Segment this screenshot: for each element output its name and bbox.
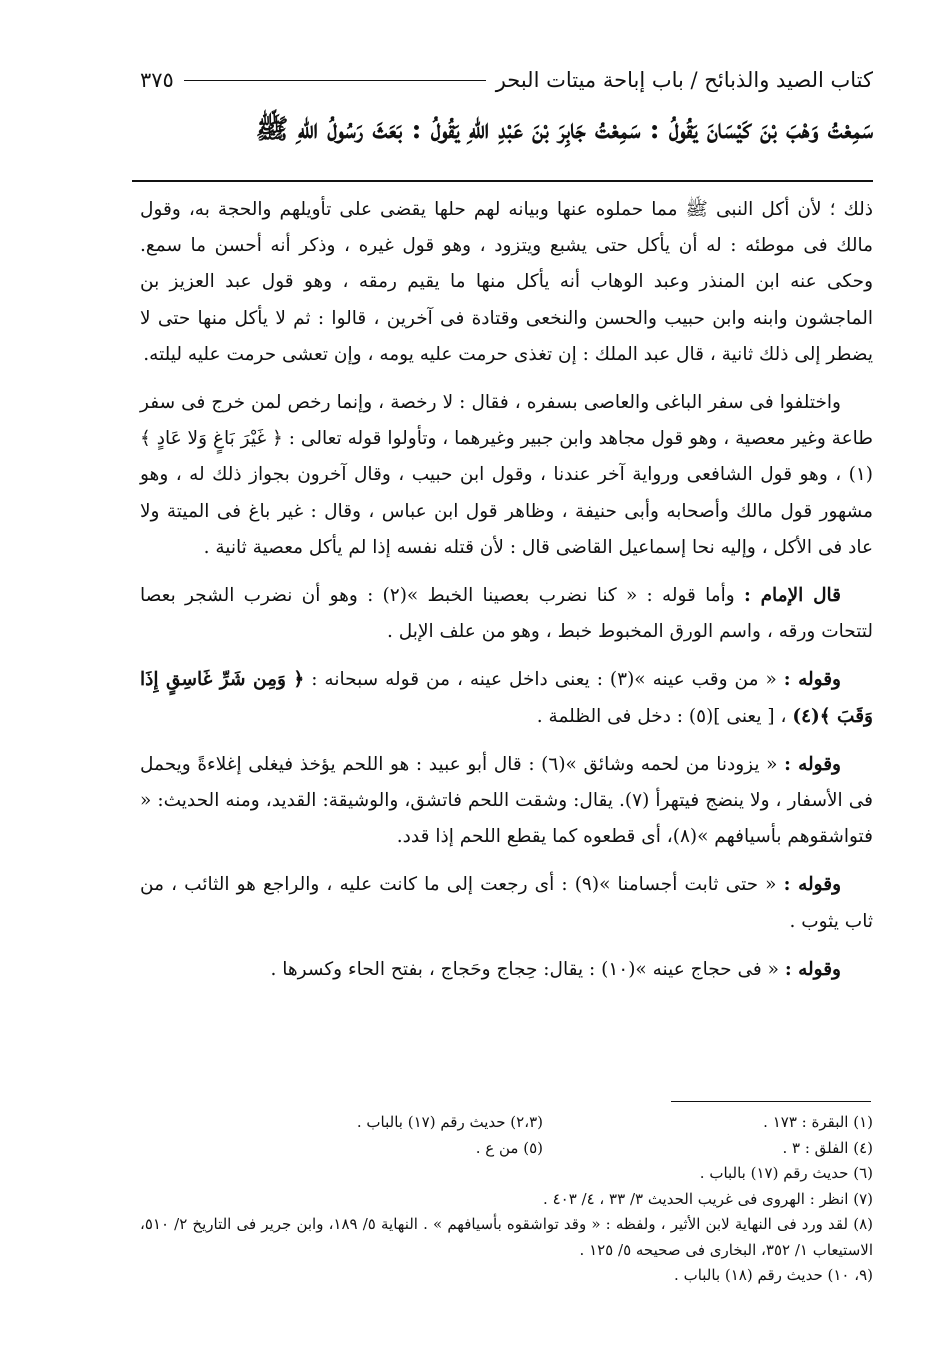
thabat-lead: وقوله :: [783, 874, 842, 896]
hadith-text: سَمِعْتُ وَهْبَ بْنَ كَيْسَانَ يَقُولُ : سَمِعْتُ جَابِرَ بْنَ عَبْدِ اللهِ يَقُولُ : بَعَثَ رَسُولُ اللهِ ﷺ: [255, 114, 873, 145]
running-header: [140, 62, 873, 98]
footnote-row: [140, 1110, 873, 1136]
footnote: (١) البقرة : ١٧٣ .: [763, 1113, 873, 1131]
washaiq-paragraph: [140, 747, 873, 856]
footnote-row: [140, 1136, 873, 1162]
footnote: (٦) حديث رقم (١٧) بالباب .: [699, 1164, 873, 1182]
quran-verse: ﴿ وَمِن شَرِّ غَاسِقٍ إِذَا وَقَبَ ﴾(٤): [140, 669, 873, 727]
footnote: (٩، ١٠) حديث رقم (١٨) بالباب .: [674, 1266, 873, 1284]
text-divider: [132, 180, 873, 182]
header-title: كتاب الصيد والذبائح / باب إباحة ميتات البحر: [495, 68, 873, 92]
hijaj-text: « فى حجاج عينه »(١٠) : يقال: حِجاج وحَجاج ، بفتح الحاء وكسرها .: [270, 958, 779, 980]
washaiq-text: « يزودنا من لحمه وشائق »(٦) : قال أبو عبيد : هو اللحم يؤخذ فيغلى إغلاءةً ويحمل فى الأسفار ، ولا ينضج فيتهرأ (٧). يقال: وشقت اللحم فاتشق، والوشيقة: القديد، ومنه الحديث: « فتواشقوهم بأسيافهم »(٨)، أى قطعوه كما يقطع اللحم إذا قدد.: [140, 753, 873, 848]
footnote: (٢،٣) حديث رقم (١٧) بالباب .: [356, 1113, 543, 1131]
imam-paragraph: [140, 578, 873, 650]
waqb-text-end: ، [ يعنى ](٥) : دخل فى الظلمة .: [536, 705, 787, 727]
footnotes-rule: [671, 1101, 871, 1102]
footnote: (٥) من ع .: [475, 1138, 543, 1157]
imam-lead: قال الإمام :: [743, 585, 841, 607]
waqb-text: « من وقب عينه »(٣) : يعنى داخل عينه ، من قوله سبحانه :: [311, 669, 777, 691]
paragraph: واختلفوا فى سفر الباغى والعاصى بسفره ، فقال : لا رخصة ، وإنما رخص لمن خرج فى سفر طاعة وغير معصية ، وهو قول مجاهد وابن جبير وغيرهما ، وتأولوا قوله تعالى : ﴿ غَيْرَ بَاغٍ وَلا عَادٍ ﴾(١) ، وهو قول الشافعى ورواية آخر عندنا ، وقول ابن حبيب ، وقال آخرون بجواز ذلك له ، وهو مشهور قول مالك وأصحابه وأبى حنيفة ، وظاهر قول ابن عباس ، وقال : غير باغ فى الميتة ولا عاد فى الأكل ، وإليه نحا إسماعيل القاضى قال : لأن قتله نفسه إذا لم يأكل معصية ثانية .: [140, 392, 873, 558]
footnote: (٤) الفلق : ٣ .: [782, 1138, 873, 1157]
thabat-text: « حتى ثابت أجسامنا »(٩) : أى رجعت إلى ما كانت عليه ، والراجع هو الثائب ، من ثاب يثوب .: [140, 874, 873, 932]
thabat-paragraph: [140, 867, 873, 939]
footnote: (٨) لقد ورد فى النهاية لابن الأثير ، ولفظه : « وقد تواشقوه بأسيافهم » . النهاية ٥/ ١٨٩، وابن جرير فى التاريخ ٢/ ٥١٠، الاستيعاب ١/ ٣٥٢، البخارى فى صحيحه ٥/ ١٢٥ .: [140, 1215, 874, 1259]
paragraph: ذلك ؛ لأن أكل النبى ﷺ مما حملوه عنها وبيانه لهم حلها يقضى على تأويلهم والحجة به، وقول مالك فى موطئه : له أن يأكل حتى يشبع ويتزود ، وهو قول غيره ، وذكر أنه أحسن ما سمع. وحكى عنه ابن المنذر وعبد الوهاب أنه يأكل منها ما يقيم رمقه ، وهو قول عبد العزيز بن الماجشون وابنه وابن حبيب والحسن والنخعى وقتادة فى آخرين ، قالوا : ثم لا يأكل منها حتى لا يضطر إلى ذلك ثانية ، قال عبد الملك : إن تغذى حرمت عليه يومه ، وإن تعشى حرمت عليه ليلته.: [140, 199, 873, 365]
hijaj-paragraph: [140, 952, 873, 988]
commentary-body: [140, 192, 873, 1000]
header-rule: [184, 80, 486, 81]
hijaj-lead: وقوله :: [784, 958, 841, 980]
washaiq-lead: وقوله :: [784, 753, 841, 775]
waqb-lead: وقوله :: [783, 669, 841, 691]
page-number: ٣٧٥: [140, 68, 174, 92]
imam-text: وأما قوله : « كنا نضرب بعصينا الخبط »(٢) : وهو أن نضرب الشجر بعصا لتتحات ورقه ، واسم الورق المخبوط خبط ، وهو من علف الإبل .: [140, 585, 873, 643]
footnotes: [140, 1110, 873, 1289]
waqb-paragraph: [140, 662, 873, 734]
footnote: (٧) انظر : الهروى فى غريب الحديث ٣/ ٣٣ ، ٤/ ٤٠٣ .: [543, 1189, 873, 1208]
